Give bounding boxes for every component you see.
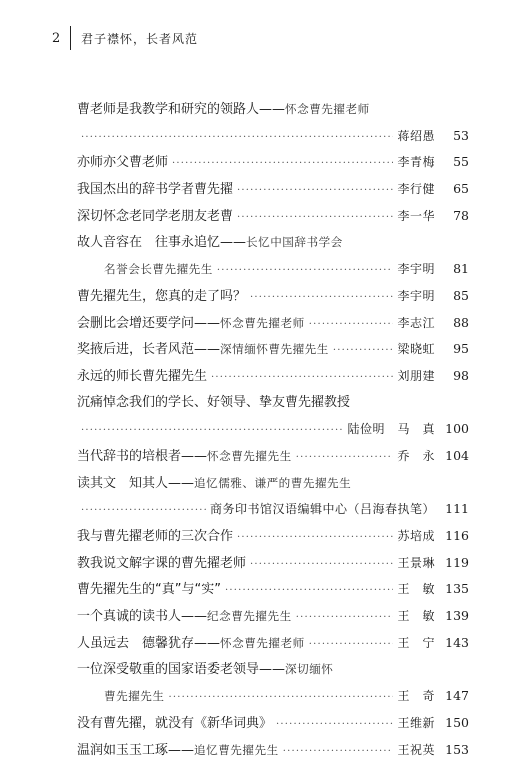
toc-line	[77, 96, 469, 123]
entry-author: 李青梅	[397, 155, 435, 170]
entry-title: 我国杰出的辞书学者曹先擢	[77, 182, 234, 198]
toc-line	[77, 630, 469, 657]
toc-line-continued	[77, 496, 469, 523]
toc-entry[interactable]	[77, 630, 469, 657]
toc-line-continued	[77, 256, 469, 283]
leader-dots	[168, 685, 393, 712]
entry-title: 故人音容在 往事永追忆——	[77, 235, 247, 251]
toc-line	[77, 310, 469, 337]
leader-dots	[309, 632, 394, 659]
entry-author: 李宇明	[397, 288, 435, 303]
toc-line	[77, 229, 469, 256]
entry-author: 王 奇	[397, 689, 435, 704]
entry-title: 当代辞书的培根者——	[77, 448, 208, 464]
entry-subtitle: 怀念曹先擢老师	[220, 315, 305, 330]
toc-entry[interactable]	[77, 443, 469, 470]
entry-page: 98	[453, 367, 469, 383]
entry-page: 139	[445, 608, 469, 624]
entry-author: 李一华	[397, 208, 435, 223]
entry-title: 人虽远去 德馨犹存——	[77, 635, 221, 651]
toc-entry[interactable]	[77, 229, 469, 282]
entry-page: 135	[445, 581, 469, 597]
leader-dots	[309, 312, 394, 339]
leader-dots	[217, 258, 394, 285]
entry-author: 乔 永	[397, 448, 435, 463]
entry-subtitle: 深情缅怀曹先擢先生	[220, 342, 329, 357]
toc-line	[77, 176, 469, 203]
leader-dots	[81, 125, 393, 152]
entry-title: 我与曹先擢老师的三次合作	[77, 529, 234, 544]
leader-dots	[81, 498, 206, 525]
entry-title: 温润如玉玉工琢——	[77, 742, 195, 758]
toc-line	[77, 550, 469, 577]
toc-line	[77, 710, 469, 737]
entry-page: 65	[453, 181, 469, 197]
entry-page: 150	[445, 714, 469, 730]
entry-author: 蒋绍愚	[397, 128, 435, 143]
entry-author: 李行健	[397, 182, 435, 197]
toc-line	[77, 470, 469, 497]
entry-subtitle-continued: 名誉会长曹先擢先生	[104, 262, 213, 277]
entry-author: 李志江	[397, 315, 435, 330]
entry-author: 王祝英	[397, 742, 435, 757]
toc-line	[77, 576, 469, 603]
toc-entry[interactable]	[77, 550, 469, 577]
entry-title: 曹先擢先生的“真”与“实”	[77, 582, 221, 598]
toc-entry[interactable]	[77, 470, 469, 523]
leader-dots	[237, 178, 393, 205]
toc-line	[77, 336, 469, 363]
entry-author: 陆俭明 马 真	[347, 422, 435, 437]
entry-title: 会删比会增还要学问——	[77, 315, 221, 331]
entry-page: 147	[445, 688, 469, 704]
entry-subtitle: 长忆中国辞书学会	[246, 235, 343, 250]
entry-author: 李宇明	[397, 262, 435, 277]
entry-subtitle: 深切缅怀	[285, 662, 334, 677]
entry-title: 没有曹先擢，就没有《新华词典》	[77, 715, 273, 731]
toc-line	[77, 737, 469, 764]
leader-dots	[211, 365, 393, 392]
leader-dots	[333, 338, 394, 365]
entry-title: 曹先擢先生，您真的走了吗？	[77, 288, 247, 304]
entry-subtitle: 纪念曹先擢先生	[207, 609, 292, 624]
entry-page: 55	[453, 154, 469, 170]
toc-entry[interactable]	[77, 203, 469, 230]
entry-page: 104	[445, 447, 469, 463]
entry-page: 119	[445, 554, 469, 570]
toc-entry[interactable]	[77, 176, 469, 203]
toc-line	[77, 603, 469, 630]
leader-dots	[250, 285, 393, 312]
leader-dots	[237, 205, 393, 232]
toc-entry[interactable]	[77, 656, 469, 709]
leader-dots	[276, 712, 393, 739]
toc-line	[77, 523, 469, 550]
leader-dots	[225, 578, 394, 605]
entry-author: 王 敏	[397, 582, 435, 597]
toc-entry[interactable]	[77, 363, 469, 390]
toc-entry[interactable]	[77, 96, 469, 149]
toc-entry[interactable]	[77, 576, 469, 603]
toc-entry[interactable]	[77, 283, 469, 310]
entry-title: 曹老师是我教学和研究的领路人——	[77, 102, 286, 117]
entry-page: 85	[453, 287, 469, 303]
toc-entry[interactable]	[77, 523, 469, 550]
leader-dots	[283, 739, 394, 766]
entry-page: 116	[445, 528, 469, 543]
entry-author: 王 宁	[397, 635, 435, 650]
entry-page: 143	[445, 634, 469, 650]
entry-subtitle-continued: 曹先擢先生	[104, 689, 165, 704]
entry-title: 一个真诚的读书人——	[77, 609, 208, 625]
entry-subtitle: 怀念曹先擢先生	[207, 448, 292, 463]
entry-title: 亦师亦父曹老师	[77, 155, 169, 171]
toc-entry[interactable]	[77, 603, 469, 630]
toc-line	[77, 363, 469, 390]
toc-entry[interactable]	[77, 737, 469, 764]
entry-author: 王景琳	[397, 555, 435, 570]
entry-title: 一位深受敬重的国家语委老领导——	[77, 662, 286, 678]
header-divider	[70, 26, 71, 50]
entry-author: 王维新	[397, 715, 435, 730]
toc-line-continued	[77, 683, 469, 710]
entry-title: 读其文 知其人——	[77, 475, 195, 491]
toc-line-continued	[77, 123, 469, 150]
toc-line	[77, 283, 469, 310]
toc-entry[interactable]	[77, 336, 469, 363]
entry-page: 111	[445, 501, 469, 517]
entry-author: 梁晓虹	[397, 342, 435, 357]
toc-entry[interactable]	[77, 310, 469, 337]
toc-entry[interactable]	[77, 149, 469, 176]
entry-page: 78	[453, 207, 469, 223]
toc-line-continued	[77, 416, 469, 443]
entry-subtitle: 追忆儒雅、谦严的曹先擢先生	[194, 475, 352, 490]
entry-author: 商务印书馆汉语编辑中心（吕海春执笔）	[209, 502, 435, 517]
toc-entry[interactable]	[77, 710, 469, 737]
entry-title: 奖掖后进，长者风范——	[77, 342, 221, 358]
entry-author: 苏培成	[397, 529, 435, 543]
entry-page: 88	[453, 314, 469, 330]
table-of-contents	[77, 96, 469, 763]
entry-subtitle: 怀念曹先擢老师	[220, 635, 305, 650]
entry-subtitle: 追忆曹先擢先生	[194, 742, 279, 757]
leader-dots	[250, 552, 393, 579]
entry-author: 刘朋建	[397, 368, 435, 383]
toc-line	[77, 443, 469, 470]
entry-author: 王 敏	[397, 609, 435, 624]
entry-page: 100	[445, 421, 469, 437]
leader-dots	[237, 525, 393, 552]
page-number: 2	[52, 30, 61, 46]
entry-title: 沉痛悼念我们的学长、好领导、挚友曹先擢教授	[77, 394, 351, 410]
entry-title: 永远的师长曹先擢先生	[77, 368, 208, 384]
running-header	[52, 26, 198, 50]
toc-line	[77, 656, 469, 683]
entry-subtitle: 怀念曹先擢老师	[285, 102, 370, 116]
entry-page: 95	[453, 341, 469, 357]
leader-dots	[81, 418, 343, 445]
toc-line	[77, 149, 469, 176]
toc-line	[77, 203, 469, 230]
entry-page: 153	[445, 741, 469, 757]
running-title: 君子襟怀，长者风范	[81, 31, 199, 46]
leader-dots	[296, 605, 394, 632]
leader-dots	[296, 445, 394, 472]
entry-title: 教我说文解字课的曹先擢老师	[77, 555, 247, 571]
toc-line	[77, 390, 469, 417]
entry-page: 53	[453, 127, 469, 143]
entry-page: 81	[453, 261, 469, 277]
entry-title: 深切怀念老同学老朋友老曹	[77, 208, 234, 224]
leader-dots	[172, 151, 393, 178]
toc-entry[interactable]	[77, 390, 469, 443]
